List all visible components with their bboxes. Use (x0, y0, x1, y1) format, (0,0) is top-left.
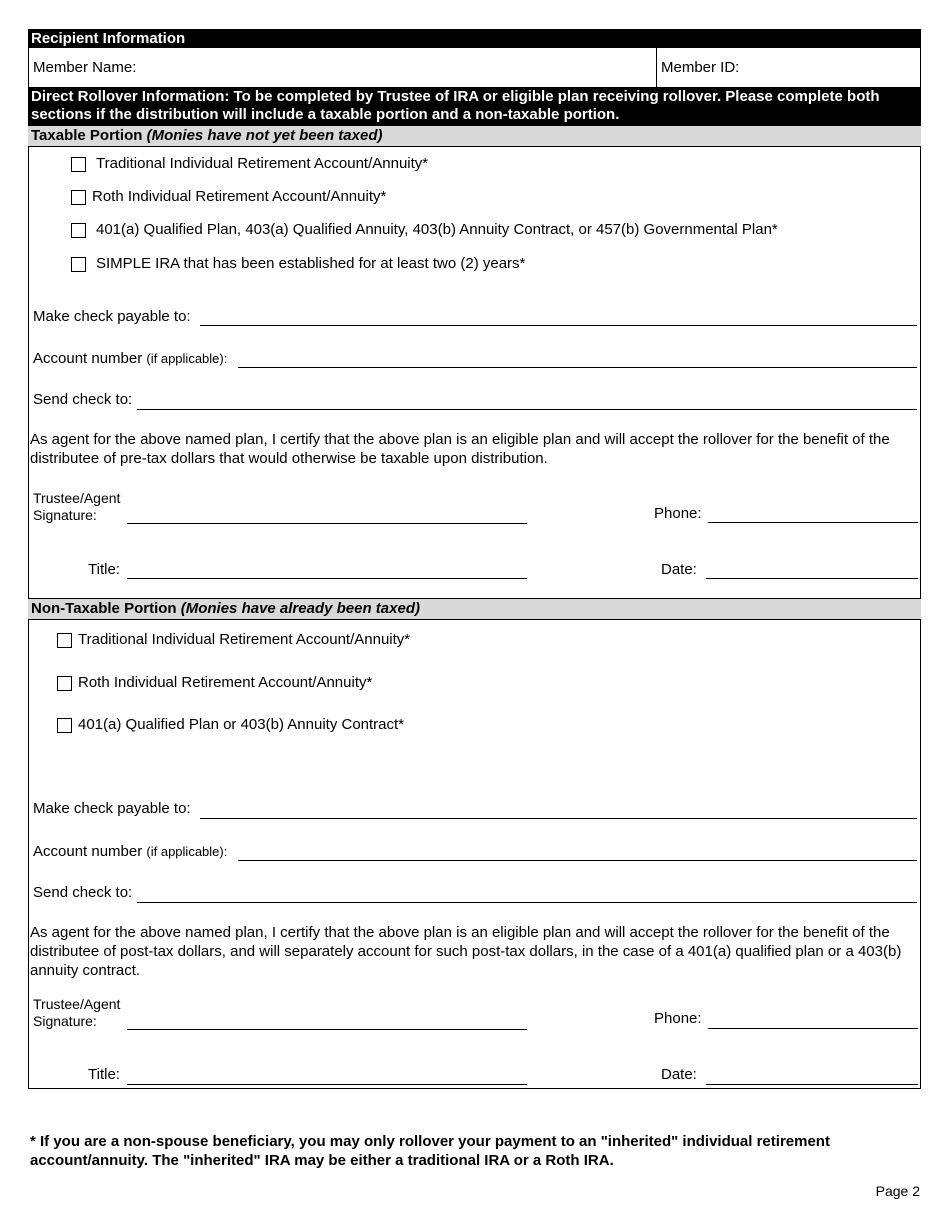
taxable-title-input[interactable] (127, 578, 527, 579)
taxable-traditional-ira-checkbox[interactable] (71, 157, 86, 172)
taxable-account-input[interactable] (238, 367, 917, 368)
member-name-label: Member Name: (33, 59, 137, 76)
taxable-date-input[interactable] (706, 578, 918, 579)
nontaxable-send-label: Send check to: (33, 884, 133, 901)
taxable-roth-ira-checkbox[interactable] (71, 190, 86, 205)
nontaxable-qualified-plan-checkbox[interactable] (57, 718, 72, 733)
taxable-phone-input[interactable] (708, 522, 918, 523)
nontaxable-signature-label: Trustee/Agent Signature: (33, 996, 121, 1029)
nontaxable-send-input[interactable] (137, 902, 917, 903)
taxable-qualified-plan-checkbox[interactable] (71, 223, 86, 238)
nontaxable-certification-text: As agent for the above named plan, I certify that the above plan is an eligible plan and will accept the rollover for the benefit of the distributee of post-tax dollars, and will separately account for such post-tax dollars, in the case of a 401(a) qualified plan or a 403(b) annuity contract. (30, 924, 902, 979)
nontaxable-payable-label: Make check payable to: (33, 800, 191, 817)
taxable-date-label: Date: (661, 561, 697, 578)
taxable-signature-input[interactable] (127, 523, 527, 524)
taxable-subtitle: (Monies have not yet been taxed) (146, 127, 383, 144)
member-row (28, 48, 921, 87)
nontaxable-title: Non-Taxable Portion (31, 600, 177, 617)
taxable-qualified-plan-label: 401(a) Qualified Plan, 403(a) Qualified Annuity, 403(b) Annuity Contract, or 457(b) Governmental Plan* (96, 221, 778, 238)
taxable-roth-ira-label: Roth Individual Retirement Account/Annuity* (92, 188, 387, 205)
nontaxable-roth-ira-checkbox[interactable] (57, 676, 72, 691)
nontaxable-title-label: Title: (88, 1066, 120, 1083)
taxable-simple-ira-label: SIMPLE IRA that has been established for at least two (2) years* (96, 255, 526, 272)
taxable-signature-label: Trustee/Agent Signature: (33, 490, 121, 523)
nontaxable-phone-input[interactable] (708, 1028, 918, 1029)
footnote-text: * If you are a non-spouse beneficiary, you may only rollover your payment to an "inherited" individual retirement account/annuity. The "inherited" IRA may be either a traditional IRA or a Roth IRA. (30, 1133, 830, 1169)
nontaxable-title-input[interactable] (127, 1084, 527, 1085)
nontaxable-traditional-ira-label: Traditional Individual Retirement Account/Annuity* (78, 631, 411, 648)
nontaxable-signature-input[interactable] (127, 1029, 527, 1030)
taxable-title-label: Title: (88, 561, 120, 578)
nontaxable-qualified-plan-label: 401(a) Qualified Plan or 403(b) Annuity Contract* (78, 716, 405, 733)
nontaxable-account-label: Account number (if applicable): (33, 843, 228, 860)
nontaxable-portion-header (28, 598, 921, 620)
member-id-field[interactable] (740, 50, 915, 85)
member-name-field[interactable] (133, 50, 653, 85)
member-row-divider (656, 48, 657, 87)
nontaxable-roth-ira-label: Roth Individual Retirement Account/Annuity* (78, 674, 373, 691)
nontaxable-date-label: Date: (661, 1066, 697, 1083)
taxable-payable-label: Make check payable to: (33, 308, 191, 325)
taxable-phone-label: Phone: (654, 505, 702, 522)
taxable-send-input[interactable] (137, 409, 917, 410)
nontaxable-account-input[interactable] (238, 860, 917, 861)
nontaxable-subtitle: (Monies have already been taxed) (180, 600, 420, 617)
member-id-label: Member ID: (661, 59, 740, 76)
direct-rollover-header: Direct Rollover Information: To be completed by Trustee of IRA or eligible plan receiving rollover. Please complete both sections if the distribution will include a taxable portion and a non-taxable portion. (28, 87, 921, 125)
taxable-portion-header (28, 125, 921, 147)
taxable-payable-input[interactable] (200, 325, 917, 326)
taxable-simple-ira-checkbox[interactable] (71, 257, 86, 272)
page-number: Page 2 (875, 1183, 920, 1199)
nontaxable-traditional-ira-checkbox[interactable] (57, 633, 72, 648)
taxable-traditional-ira-label: Traditional Individual Retirement Account/Annuity* (96, 155, 429, 172)
taxable-account-label: Account number (if applicable): (33, 350, 228, 367)
taxable-title: Taxable Portion (31, 127, 143, 144)
nontaxable-date-input[interactable] (706, 1084, 918, 1085)
nontaxable-payable-input[interactable] (200, 818, 917, 819)
nontaxable-phone-label: Phone: (654, 1010, 702, 1027)
recipient-header: Recipient Information (28, 29, 921, 48)
taxable-send-label: Send check to: (33, 391, 133, 408)
taxable-certification-text: As agent for the above named plan, I certify that the above plan is an eligible plan and will accept the rollover for the benefit of the distributee of pre-tax dollars that would otherwise be taxable upon distribution. (30, 431, 890, 467)
